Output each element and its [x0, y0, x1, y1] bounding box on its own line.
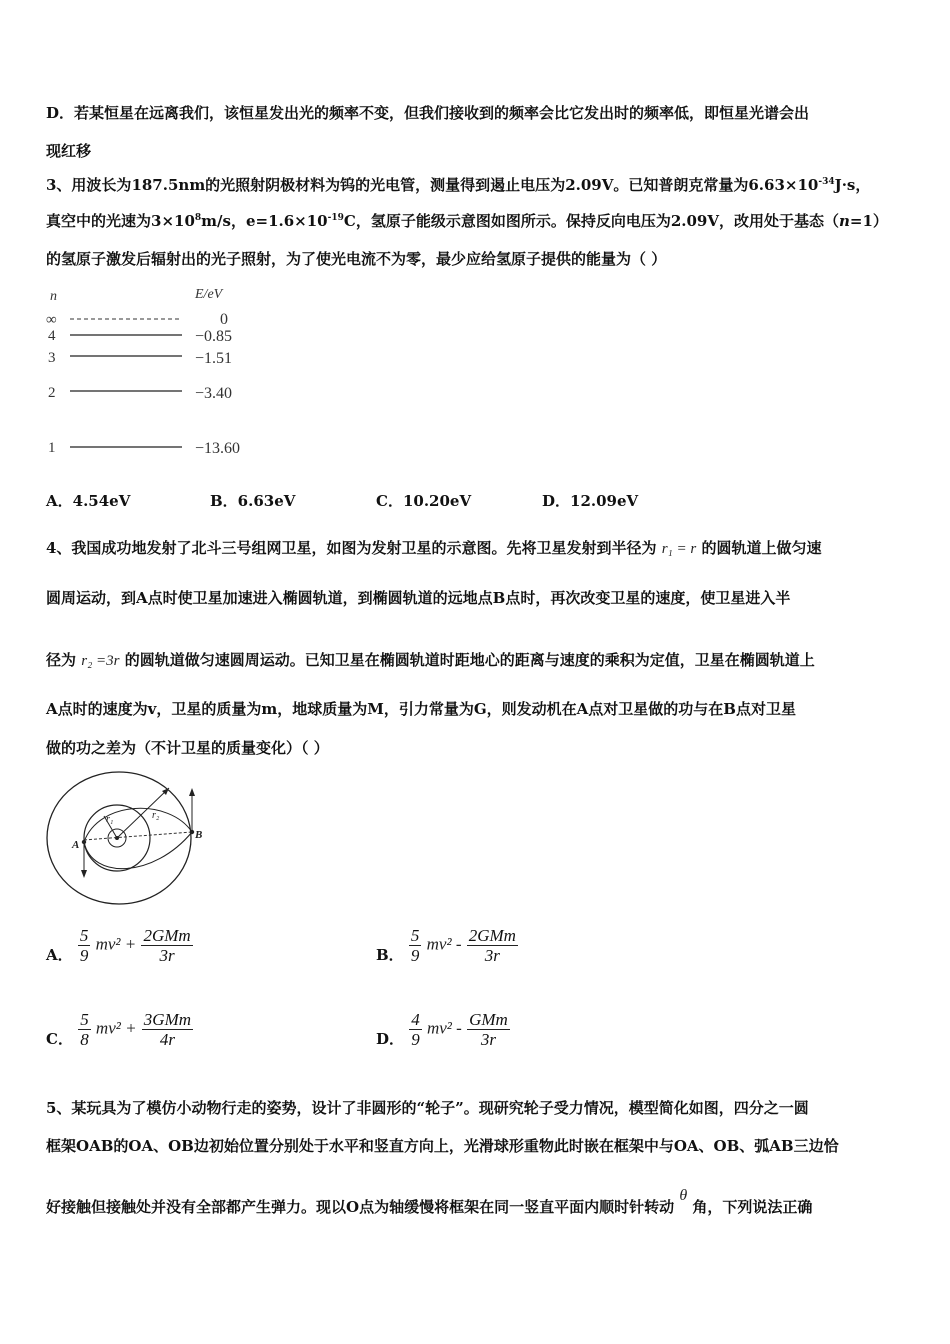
- q4-r1-formula: r₁ = r: [661, 541, 697, 557]
- q4-option-c[interactable]: [46, 1010, 193, 1049]
- q3-line1: [46, 174, 870, 195]
- coef-den: 9: [410, 946, 420, 965]
- q4-text: 4、我国成功地发射了北斗三号组网卫星，如图为发射卫星的示意图。先将卫星发射到半径为: [46, 539, 657, 557]
- point-b: [190, 830, 194, 834]
- coef-num: 5: [79, 926, 89, 945]
- level-e-inf: 0: [220, 311, 228, 328]
- velocity-a-arrowhead: [81, 870, 87, 878]
- q3-text: C，氢原子能级示意图如图所示。保持反向电压为2.09V，改用处于基态（: [343, 212, 839, 230]
- option-label: A．: [46, 946, 73, 964]
- q3-text: 3、用波长为187.5nm的光照射阴极材料为钨的光电管，测量得到遏止电压为2.09V。已知普朗克常量为6.63×10: [46, 176, 819, 194]
- q5-text: 好接触但接触处并没有全部都产生弹力。现以O点为轴缓慢将框架在同一竖直平面内顺时针转动: [46, 1198, 675, 1216]
- q3-exponent: -19: [327, 213, 344, 223]
- level-n-inf: ∞: [46, 312, 57, 328]
- gmm-den: 3r: [159, 946, 175, 965]
- coef-fraction: [78, 1010, 91, 1049]
- coef-num: 4: [411, 1010, 420, 1029]
- q3-exponent: -34: [818, 177, 835, 187]
- gmm-den: 3r: [480, 1030, 496, 1049]
- coef-fraction: [78, 926, 91, 965]
- q3-text: 真空中的光速为3×10: [46, 212, 195, 230]
- gmm-fraction: [141, 926, 192, 965]
- level-e-1: −13.60: [195, 440, 241, 457]
- q3-text: J·s，: [834, 176, 871, 194]
- theta-symbol: θ: [679, 1187, 688, 1204]
- level-n-4: 4: [48, 328, 56, 344]
- coef-num: 5: [80, 1010, 89, 1029]
- q4-line5: 做的功之差为（不计卫星的质量变化）（ ）: [46, 739, 329, 757]
- gmm-fraction: [142, 1010, 193, 1049]
- q3-option-b[interactable]: B．6.63eV: [210, 492, 296, 510]
- q5-line2: 框架OAB的OA、OB边初始位置分别处于水平和竖直方向上，光滑球形重物此时嵌在框架中与OA、OB、弧AB三边恰: [46, 1137, 839, 1155]
- orbit-diagram: [44, 770, 214, 910]
- gmm-den: 4r: [159, 1030, 175, 1049]
- level-n-2: 2: [48, 385, 56, 401]
- q4-line3: [46, 649, 815, 670]
- q5-line3: [46, 1187, 813, 1217]
- q2-option-d-line2: 现红移: [46, 142, 92, 160]
- mv-term: mv² +: [95, 934, 137, 954]
- gmm-num: GMm: [469, 1010, 508, 1029]
- q2-option-d-line1: D．若某恒星在远离我们，该恒星发出光的频率不变，但我们接收到的频率会比它发出时的频率低，即恒星光谱会出: [46, 104, 810, 122]
- q3-exponent: 8: [194, 213, 202, 223]
- level-n-3: 3: [48, 350, 56, 366]
- q4-option-a[interactable]: [46, 926, 193, 965]
- gmm-fraction: [467, 926, 518, 965]
- gmm-num: 2GMm: [143, 926, 191, 945]
- q4-line2: 圆周运动，到A点时使卫星加速进入椭圆轨道，到椭圆轨道的远地点B点时，再次改变卫星的速度，使卫星进入半: [46, 589, 791, 607]
- n-axis-label: n: [50, 289, 57, 304]
- energy-level-diagram: [40, 280, 260, 470]
- q3-text: =1）: [849, 212, 888, 230]
- q5-text: 角，下列说法正确: [692, 1198, 813, 1216]
- r2-label: r₂: [152, 810, 160, 821]
- coef-den: 8: [80, 1030, 89, 1049]
- r2-radius: [117, 788, 169, 838]
- velocity-b-arrowhead: [189, 788, 195, 796]
- gmm-num: 3GMm: [143, 1010, 192, 1029]
- q3-line3: 的氢原子激发后辐射出的光子照射，为了使光电流不为零，最少应给氢原子提供的能量为（ ）: [46, 250, 667, 268]
- a-label: A: [72, 839, 80, 851]
- coef-fraction: [409, 926, 422, 965]
- q4-option-b[interactable]: [376, 926, 518, 965]
- option-label: C．: [46, 1030, 73, 1048]
- q5-line1: 5、某玩具为了模仿小动物行走的姿势，设计了非圆形的“轮子”。现研究轮子受力情况，模型简化如图，四分之一圆: [46, 1099, 809, 1117]
- gmm-den: 3r: [484, 946, 500, 965]
- level-e-4: −0.85: [195, 328, 233, 345]
- major-axis: [84, 832, 192, 840]
- level-n-1: 1: [48, 440, 56, 456]
- q3-n-symbol: n: [839, 212, 850, 230]
- q3-line2: [46, 210, 888, 231]
- option-label: B．: [376, 946, 404, 964]
- q3-option-d[interactable]: D．12.09eV: [542, 492, 639, 510]
- level-e-3: −1.51: [195, 350, 233, 367]
- energy-axis-label: E/eV: [195, 287, 223, 302]
- q4-text: 径为: [46, 651, 77, 669]
- q3-option-c[interactable]: C．10.20eV: [376, 492, 472, 510]
- q4-text: 的圆轨道做匀速圆周运动。已知卫星在椭圆轨道时距地心的距离与速度的乘积为定值，卫星在椭圆轨道上: [124, 651, 815, 669]
- q3-text: m/s，e=1.6×10: [201, 212, 328, 230]
- mv-term: mv² +: [95, 1018, 137, 1038]
- q4-line1: [46, 537, 821, 558]
- q4-line4: A点时的速度为v，卫星的质量为m，地球质量为M，引力常量为G，则发动机在A点对卫星做的功与在B点对卫星: [46, 700, 796, 718]
- gmm-fraction: [467, 1010, 510, 1049]
- q4-r2-formula: r₂ =3r: [81, 653, 120, 669]
- gmm-num: 2GMm: [468, 926, 516, 945]
- r1-label: r₁: [106, 814, 114, 825]
- mv-term: mv² -: [426, 934, 462, 954]
- q4-option-d[interactable]: [376, 1010, 510, 1049]
- coef-den: 9: [411, 1030, 420, 1049]
- coef-den: 9: [79, 946, 89, 965]
- q4-text: 的圆轨道上做匀速: [701, 539, 822, 557]
- transfer-ellipse-upper: [84, 808, 192, 842]
- coef-num: 5: [410, 926, 420, 945]
- q3-option-a[interactable]: A．4.54eV: [46, 492, 131, 510]
- point-a: [82, 840, 86, 844]
- coef-fraction: [409, 1010, 422, 1049]
- mv-term: mv² -: [426, 1018, 462, 1038]
- b-label: B: [195, 829, 203, 841]
- option-label: D．: [376, 1030, 405, 1048]
- level-e-2: −3.40: [195, 385, 233, 402]
